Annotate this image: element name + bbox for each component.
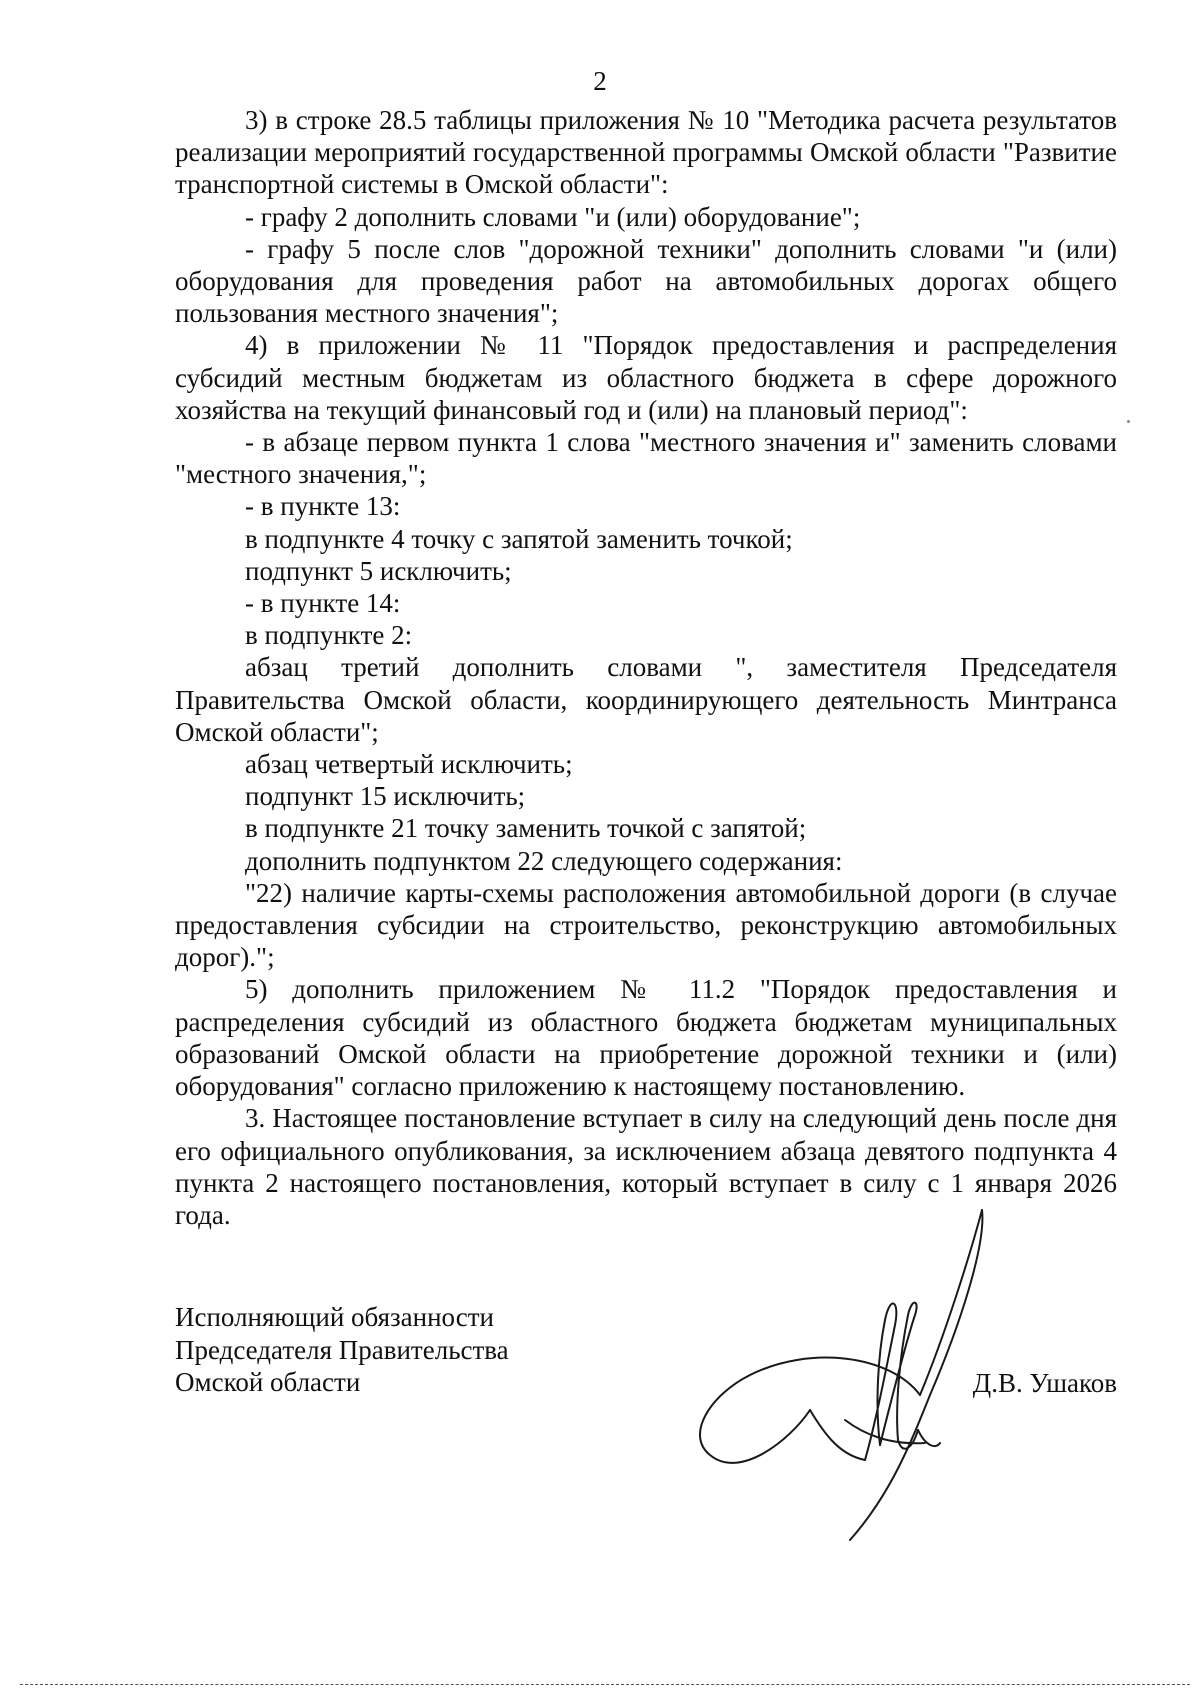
paragraph-subpoint-22-text: "22) наличие карты-схемы расположения автомобильной дороги (в случае предоставления субсидии на строительство, реконструкцию автомобильных дорог)."; [175,877,1117,973]
paragraph-effective-date: 3. Настоящее постановление вступает в силу на следующий день после дня его официального опубликования, за исключением абзаца девятого подпункта 4 пункта 2 настоящего постановления, который вступает в силу с 1 января 2026 года. [175,1103,1117,1230]
paragraph-column-2: - графу 2 дополнить словами "и (или) оборудование"; [245,201,861,232]
handwritten-signature [690,1205,1000,1550]
paragraph-subpoint-15: подпункт 15 исключить; [245,781,526,812]
paragraph-subpoint-21: в подпункте 21 точку заменить точкой с запятой; [245,813,807,844]
paragraph-subpoint-4: в подпункте 4 точку с запятой заменить точкой; [245,523,793,554]
page-number: 2 [593,66,607,96]
paragraph-subpoint-5: подпункт 5 исключить; [245,555,512,586]
position-line: Председателя Правительства [175,1334,509,1365]
paragraph-point-1: - в абзаце первом пункта 1 слова "местного значения и" заменить словами "местного значения,"; [175,427,1117,490]
position-line: Омской области [175,1367,361,1397]
position-line: Исполняющий обязанности [175,1302,494,1332]
paragraph-point-13: - в пункте 13: [245,491,401,522]
document-body [175,104,1117,1231]
paragraph-item-5: 5) дополнить приложением № 11.2 "Порядок предоставления и распределения субсидий из областного бюджета бюджетам муниципальных образований Омской области на приобретение дорожной техники и (или) оборудования" согласно приложению к настоящему постановлению. [175,974,1117,1102]
paragraph-item-4: 4) в приложении № 11 "Порядок предоставления и распределения субсидий местным бюджетам из областного бюджета в сфере дорожного хозяйства на текущий финансовый год и (или) на плановый период": [175,330,1117,425]
signatory-position [175,1301,509,1399]
paragraph-third-abzac: абзац третий дополнить словами ", заместителя Председателя Правительства Омской области, координирующего деятельность Минтранса Омской области"; [175,652,1117,747]
paragraph-fourth-abzac: абзац четвертый исключить; [245,749,573,780]
paragraph-add-subpoint-22: дополнить подпунктом 22 следующего содержания: [245,845,843,876]
paragraph-subpoint-2: в подпункте 2: [245,620,413,651]
paragraph-item-3: 3) в строке 28.5 таблицы приложения № 10 "Методика расчета результатов реализации мероприятий государственной программы Омской области "Развитие транспортной системы в Омской области": [175,105,1117,200]
page-bottom-rule [20,1684,1190,1685]
scan-artifact [1127,420,1130,423]
paragraph-column-5: - графу 5 после слов "дорожной техники" дополнить словами "и (или) оборудования для проведения работ на автомобильных дорогах общего пользования местного значения"; [175,233,1117,329]
signatory-name: Д.В. Ушаков [972,1368,1117,1398]
paragraph-point-14: - в пункте 14: [245,588,401,619]
